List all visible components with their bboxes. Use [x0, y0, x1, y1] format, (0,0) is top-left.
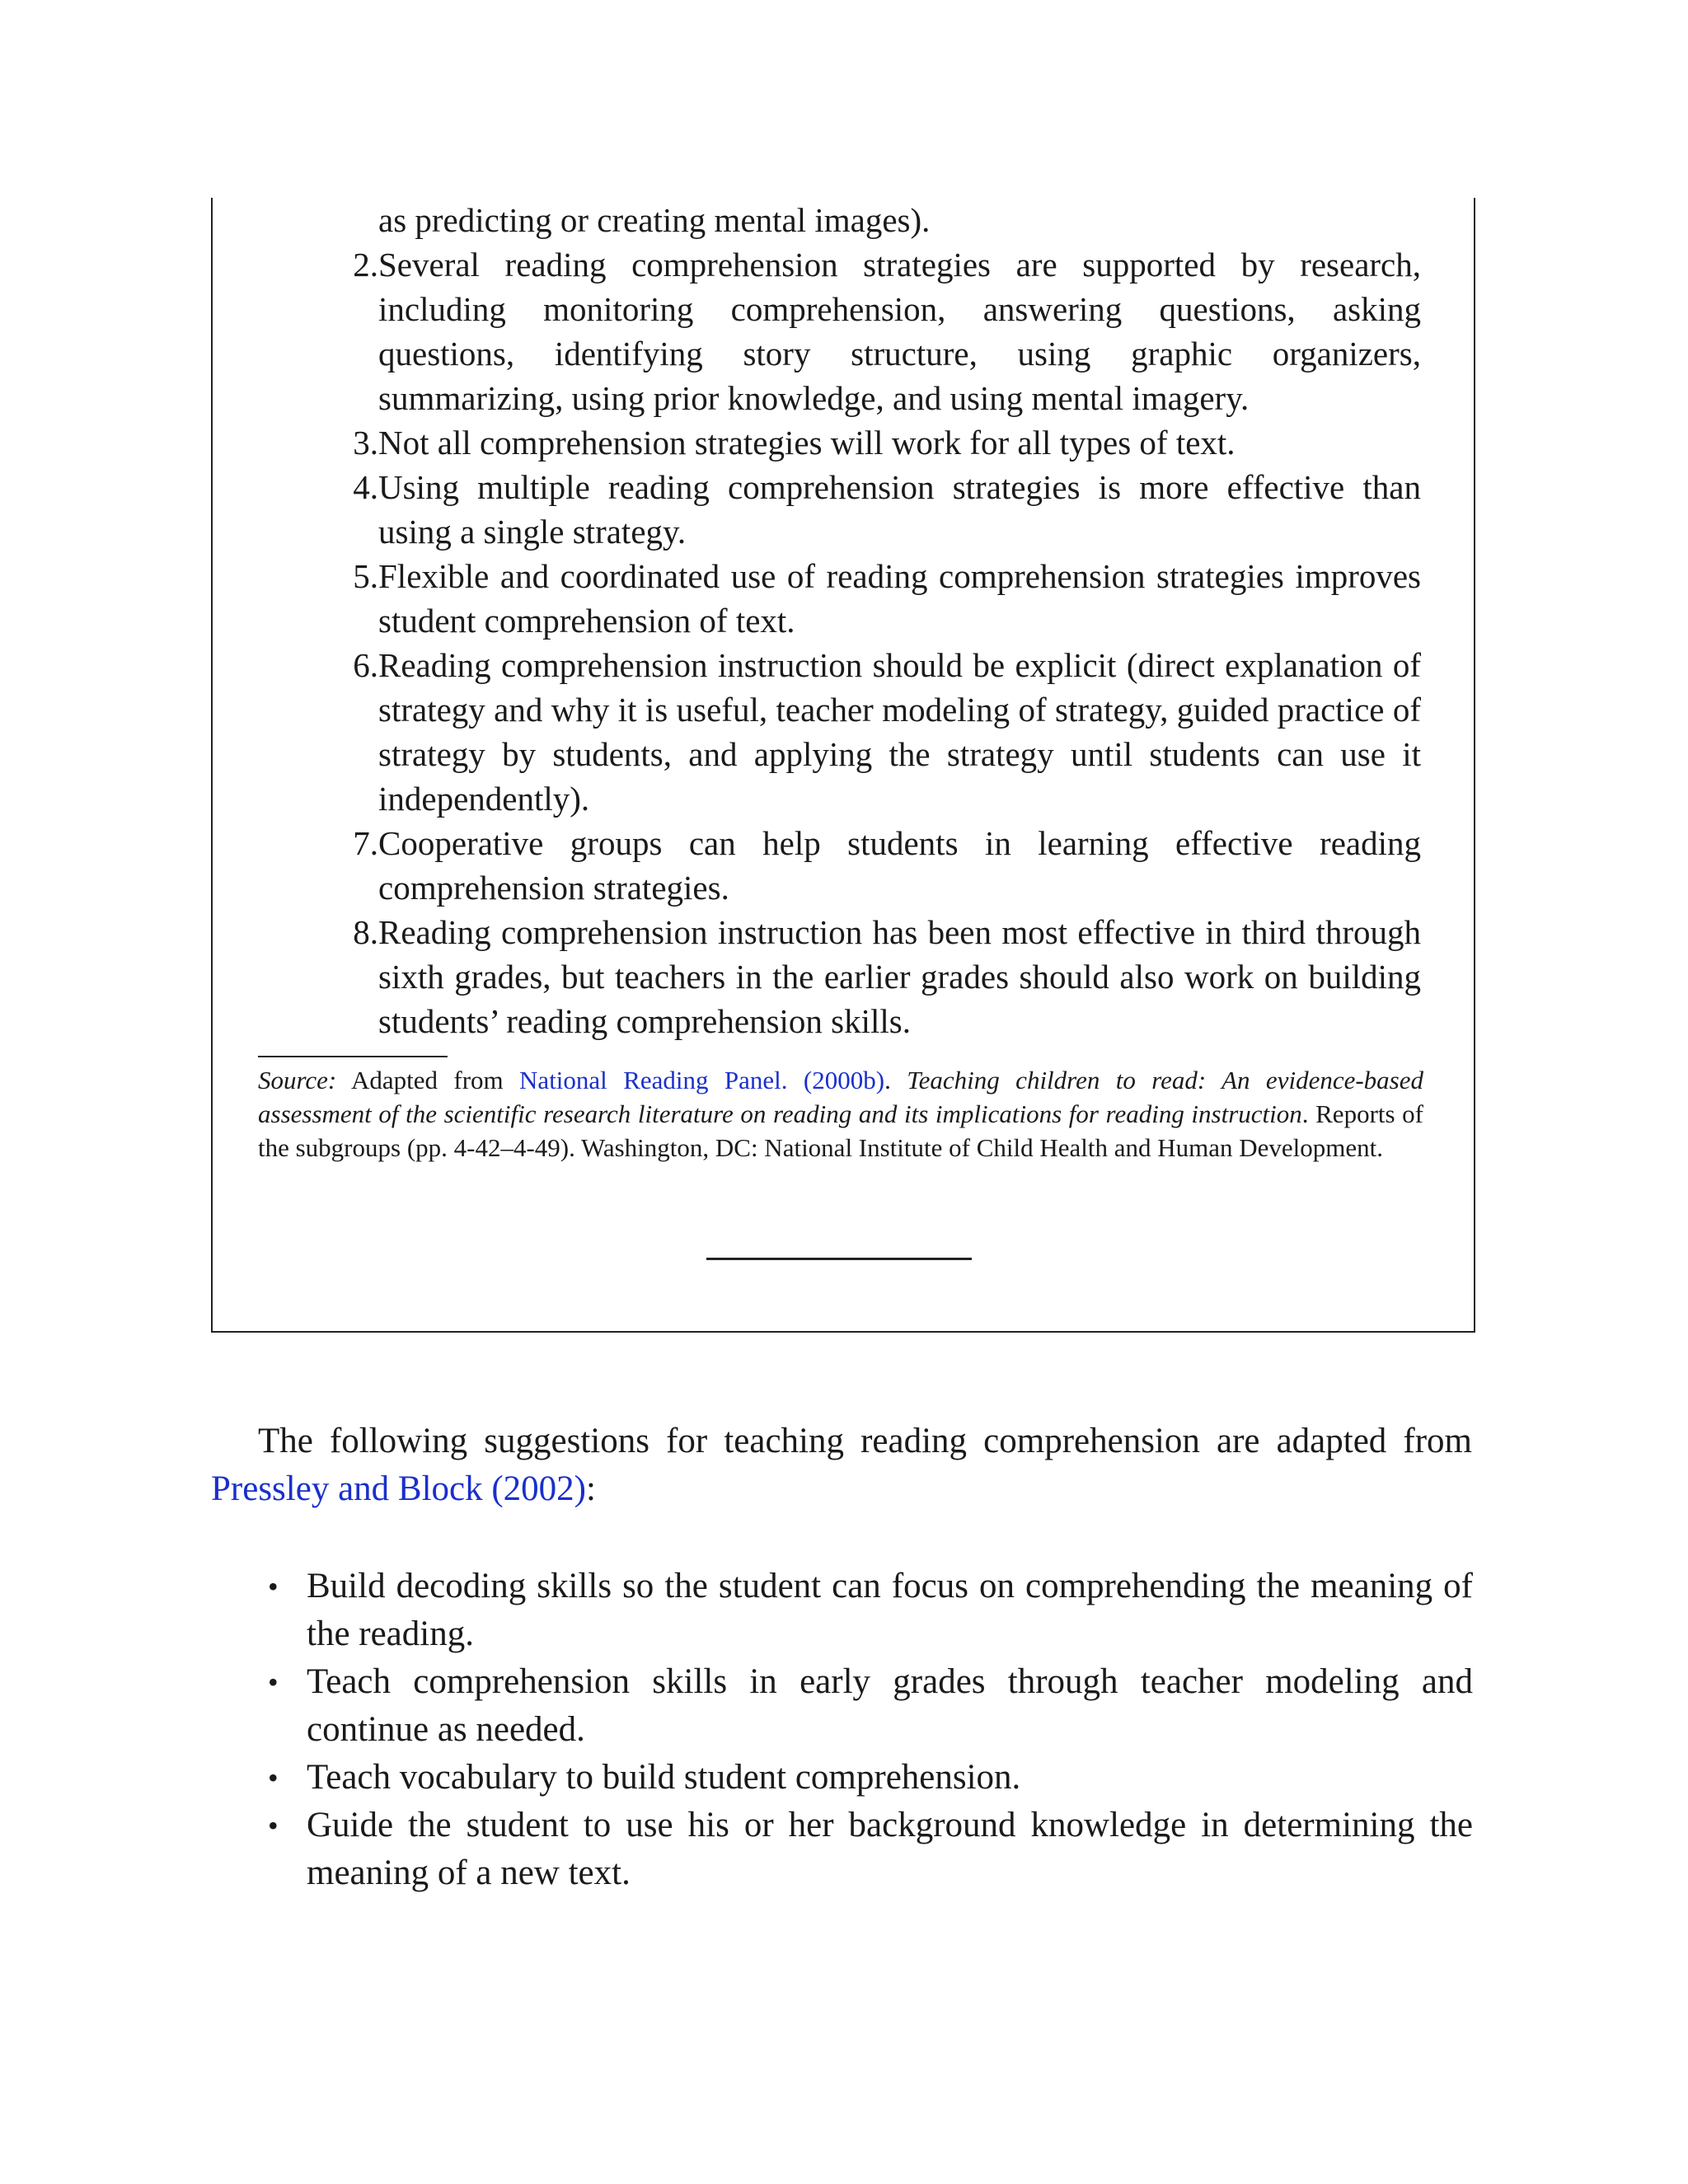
- source-pre: Adapted from: [336, 1066, 520, 1094]
- para-end: :: [586, 1469, 596, 1508]
- item-text: Cooperative groups can help students in learning effective reading comprehension strategies.: [378, 824, 1421, 907]
- para-text: The following suggestions for teaching reading comprehension are adapted from: [258, 1422, 1472, 1460]
- item-number: 4.: [353, 468, 378, 506]
- list-item: [268, 1658, 1473, 1754]
- box-end-divider: [706, 1258, 972, 1260]
- item-text: Not all comprehension strategies will work for all types of text.: [378, 424, 1236, 462]
- item-number: 5.: [353, 557, 378, 595]
- source-after-link: .: [884, 1066, 907, 1094]
- item-text: Reading comprehension instruction has been most effective in third through sixth grades, but teachers in the earlier grades should also work on building students’ reading comprehension skills.: [378, 913, 1421, 1040]
- item-number: 2.: [353, 246, 378, 284]
- list-item: [268, 1754, 1473, 1802]
- item-number: 6.: [353, 646, 378, 684]
- suggestion-list: [268, 1563, 1473, 1897]
- bullet-icon: •: [268, 1666, 279, 1699]
- item-text: Flexible and coordinated use of reading comprehension strategies improves student comprehension of text.: [378, 557, 1421, 640]
- body-paragraph: [211, 1418, 1472, 1513]
- item-number: 8.: [353, 913, 378, 951]
- list-item: [333, 554, 1421, 643]
- source-link[interactable]: National Reading Panel. (2000b): [519, 1066, 885, 1094]
- item-text: Several reading comprehension strategies are supported by research, including monitoring comprehension, answering questions, asking questions, identifying story structure, using graphic organizers, summarizing, using prior knowledge, and using mental imagery.: [378, 246, 1421, 417]
- list-item: [333, 420, 1421, 465]
- item-text: Reading comprehension instruction should be explicit (direct explanation of strategy and why it is useful, teacher modeling of strategy, guided practice of strategy by students, and applying the strategy until students can use it independently).: [378, 646, 1421, 818]
- footnote-divider: [258, 1056, 448, 1057]
- strategy-list: [333, 198, 1421, 1043]
- list-item: [333, 910, 1421, 1043]
- source-note: [258, 1063, 1423, 1165]
- pressley-block-link[interactable]: Pressley and Block (2002): [211, 1469, 587, 1508]
- bullet-text: Build decoding skills so the student can focus on comprehending the meaning of the reading.: [307, 1567, 1473, 1653]
- bullet-icon: •: [268, 1570, 279, 1603]
- list-item: [333, 821, 1421, 910]
- bullet-icon: •: [268, 1761, 279, 1794]
- list-item: [333, 643, 1421, 821]
- source-rest: . Reports of the subgroups (pp. 4-42–4-49). Washington, DC: National Institute of Child Health and Human Development.: [258, 1099, 1423, 1162]
- list-item: [333, 465, 1421, 554]
- source-label: Source:: [258, 1066, 337, 1094]
- numbered-list: [333, 242, 1421, 1043]
- source-title: Teaching children to read: An evidence-based assessment of the scientific research literature on reading and its implications for reading instruction: [258, 1066, 1423, 1128]
- bullet-text: Guide the student to use his or her background knowledge in determining the meaning of a new text.: [307, 1806, 1473, 1892]
- bullet-icon: •: [268, 1809, 279, 1842]
- item-number: 7.: [353, 824, 378, 862]
- bullet-text: Teach vocabulary to build student comprehension.: [307, 1758, 1021, 1797]
- item-number: 3.: [353, 424, 378, 462]
- continuation-text: as predicting or creating mental images).: [378, 201, 931, 239]
- item-text: Using multiple reading comprehension strategies is more effective than using a single strategy.: [378, 468, 1421, 551]
- list-item: [268, 1802, 1473, 1897]
- list-item: [333, 242, 1421, 420]
- list-item: [268, 1563, 1473, 1658]
- bullet-text: Teach comprehension skills in early grades through teacher modeling and continue as needed.: [307, 1662, 1473, 1749]
